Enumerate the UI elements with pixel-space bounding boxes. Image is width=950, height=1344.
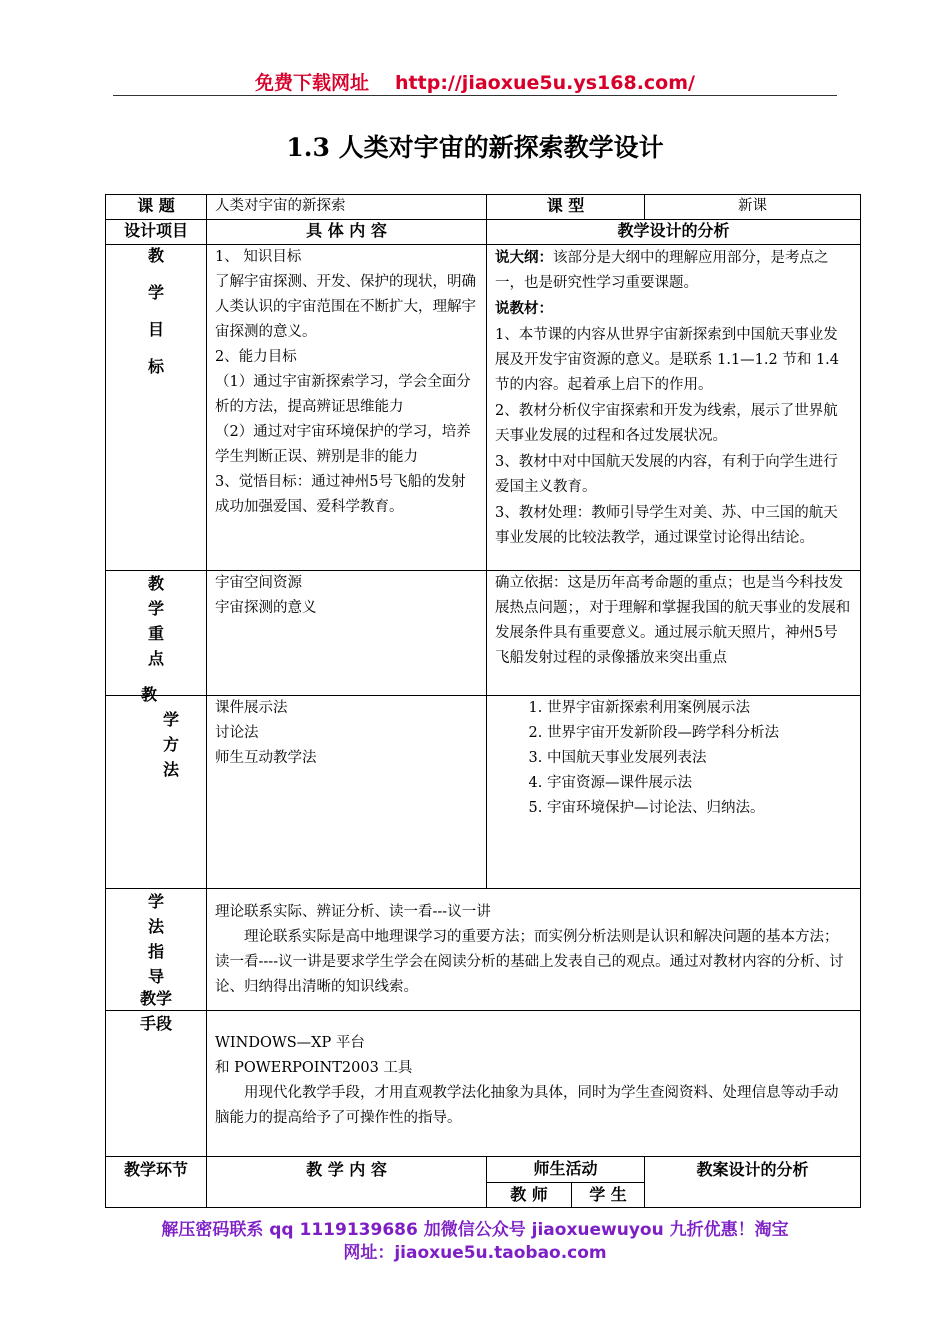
study-guide-content: 理论联系实际、辨证分析、读一看---议一讲 理论联系实际是高中地理课学习的重要方法；而实例分析法则是认识和解决问题的基本方法；读一看----议一讲是要求学生学会在阅读分析的基础上发表自己的观点。通过对教材内容的分析、讨论、归纳得出清晰的知识线索。 xyxy=(207,889,861,1011)
goal-line: 1、 知识目标 xyxy=(215,249,302,265)
plan-analysis-header: 教案设计的分析 xyxy=(645,1157,861,1208)
goal-line: （1）通过宇宙新探索学习，学会全面分析的方法，提高辨证思维能力 xyxy=(215,374,471,415)
document-title: 1.3 人类对宇宙的新探索教学设计 xyxy=(286,133,664,162)
means-label: 教学 手段 xyxy=(106,1011,207,1157)
design-item-header: 设计项目 xyxy=(106,220,207,245)
teacher-header: 教 师 xyxy=(487,1183,572,1208)
download-header xyxy=(113,68,837,94)
goal-line: 了解宇宙探测、开发、保护的现状，明确人类认识的宇宙范围在不断扩大，理解宇宙探测的意义。 xyxy=(215,274,476,340)
teaching-content-header: 教 学 内 容 xyxy=(207,1157,487,1208)
key-points-analysis: 确立依据：这是历年高考命题的重点；也是当今科技发展热点问题；，对于理解和掌握我国的航天事业的发展和发展条件具有重要意义。通过展示航天照片，神州5号飞船发射过程的录像播放来突出重点 xyxy=(487,571,861,696)
method-item: 1. 世界宇宙新探索利用案例展示法 xyxy=(547,696,852,721)
goal-line: （2）通过对宇宙环境保护的学习，培养学生判断正误、辨别是非的能力 xyxy=(215,424,471,465)
means-content: WINDOWS—XP 平台 和 POWERPOINT2003 工具 用现代化教学手段，才用直观教学法化抽象为具体，同时为学生查阅资料、处理信息等动手动脑能力的提高给予了可操作性的指导。 xyxy=(207,1011,861,1157)
type-value-cell: 新课 xyxy=(645,195,861,220)
type-label-cell: 课 型 xyxy=(487,195,645,220)
methods-content: 课件展示法 讨论法 师生互动教学法 xyxy=(207,696,487,889)
download-label: 免费下载网址 xyxy=(255,72,370,94)
analysis-para: 1、本节课的内容从世界宇宙新探索到中国航天事业发展及开发宇宙资源的意义。是联系 1.1—1.2 节和 1.4 节的内容。起着承上启下的作用。 xyxy=(495,327,840,393)
analysis-header: 教学设计的分析 xyxy=(487,220,861,245)
lesson-plan-table xyxy=(105,194,861,1208)
footer-note xyxy=(105,1219,845,1265)
header-divider xyxy=(113,95,837,96)
key-points-label: 教 学 重 点 xyxy=(106,571,207,696)
method-item: 4. 宇宙资源—课件展示法 xyxy=(547,771,852,796)
goal-line: 2、能力目标 xyxy=(215,349,297,365)
goals-analysis xyxy=(487,245,861,571)
analysis-para: 2、教材分析仪宇宙探索和开发为线索，展示了世界航天事业发展的过程和各过发展状况。 xyxy=(495,403,838,444)
goals-content xyxy=(207,245,487,571)
goal-line: 3、觉悟目标：通过神州5号飞船的发射成功加强爱国、爱科学教育。 xyxy=(215,474,466,515)
analysis-para: 3、教材中对中国航天发展的内容，有利于向学生进行爱国主义教育。 xyxy=(495,454,838,495)
analysis-para: 说大纲：该部分是大纲中的理解应用部分，是考点之一，也是研究性学习重要课题。 xyxy=(495,249,829,291)
method-item: 3. 中国航天事业发展列表法 xyxy=(547,746,852,771)
download-url-link[interactable]: http://jiaoxue5u.ys168.com/ xyxy=(395,72,695,94)
methods-label: 教 学 方 法 xyxy=(106,696,207,889)
content-header: 具 体 内 容 xyxy=(207,220,487,245)
analysis-para: 3、教材处理：教师引导学生对美、苏、中三国的航天事业发展的比较法教学，通过课堂讨论得出结论。 xyxy=(495,505,838,546)
activity-header: 师生活动 xyxy=(487,1157,645,1183)
goals-label: 教 学 目 标 xyxy=(106,245,207,571)
segment-header: 教学环节 xyxy=(106,1157,207,1208)
course-value-cell: 人类对宇宙的新探索 xyxy=(207,195,487,220)
key-points-content: 宇宙空间资源 宇宙探测的意义 xyxy=(207,571,487,696)
methods-analysis xyxy=(487,696,861,889)
study-guide-label: 学 法 指 导 xyxy=(106,889,207,1011)
footer-link[interactable]: 网址：jiaoxue5u.taobao.com xyxy=(343,1243,607,1263)
analysis-para: 说教材： xyxy=(495,300,553,317)
course-label-cell: 课 题 xyxy=(106,195,207,220)
footer-line: 解压密码联系 qq 1119139686 加微信公众号 jiaoxuewuyou 九折优惠！淘宝 xyxy=(161,1220,789,1240)
student-header: 学 生 xyxy=(572,1183,645,1208)
method-item: 5. 宇宙环境保护—讨论法、归纳法。 xyxy=(547,796,852,821)
method-item: 2. 世界宇宙开发新阶段—跨学科分析法 xyxy=(547,721,852,746)
